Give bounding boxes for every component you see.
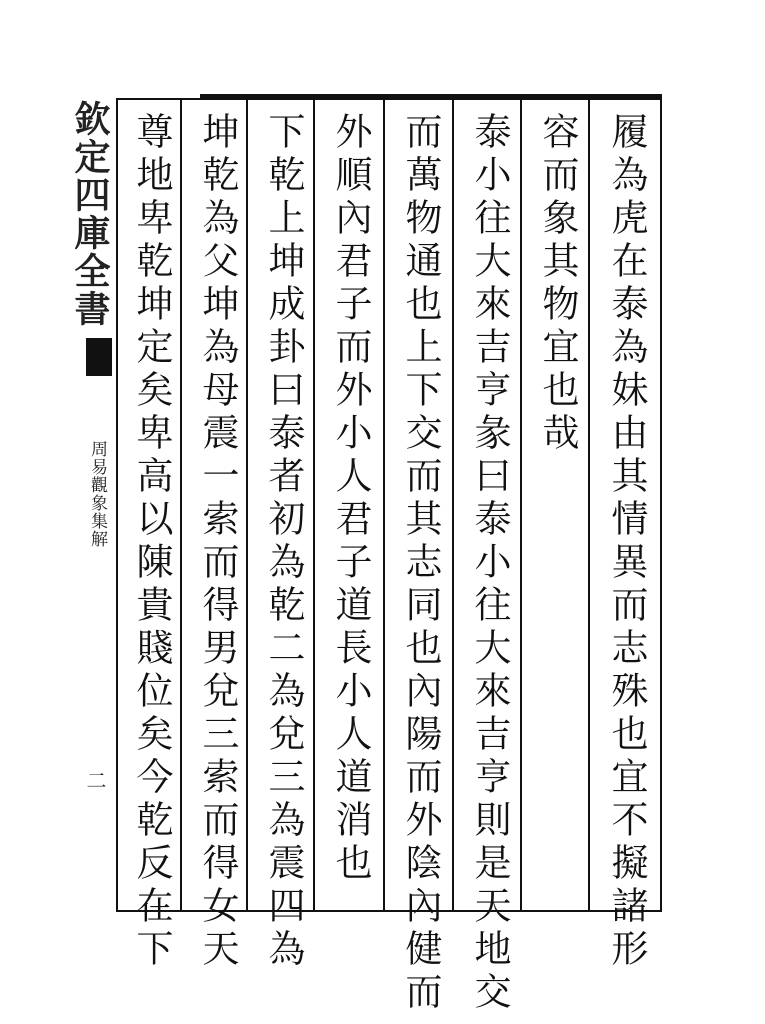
column-divider [588,100,590,910]
text-column-1: 履為虎在泰為妹由其情異而志殊也宜不擬諸形 [605,112,648,972]
text-column-5: 外順內君子而外小人君子道長小人道消也 [329,112,372,886]
column-divider [520,100,522,910]
margin-page-number: 二 [83,770,107,790]
text-column-8: 尊地卑乾坤定矣卑高以陳貴賤位矣今乾反在下 [130,112,173,972]
text-column-7: 坤乾為父坤為母震一索而得男兌三索而得女天 [196,112,239,972]
margin-collection-title: 欽定四庫全書 [69,100,111,328]
column-divider [313,100,315,910]
text-column-4: 而萬物通也上下交而其志同也內陽而外陰內健而 [399,112,442,1015]
text-column-3: 泰小往大來吉亨彖曰泰小往大來吉亨則是天地交 [468,112,511,1015]
margin-fishtail-mark [86,338,112,376]
frame-top-border [200,94,662,100]
column-divider [383,100,385,910]
column-divider [452,100,454,910]
margin-book-title: 周易觀象集解 [87,440,107,548]
text-column-6: 下乾上坤成卦曰泰者初為乾二為兌三為震四為 [262,112,305,972]
text-column-2: 容而象其物宜也哉 [536,112,579,456]
